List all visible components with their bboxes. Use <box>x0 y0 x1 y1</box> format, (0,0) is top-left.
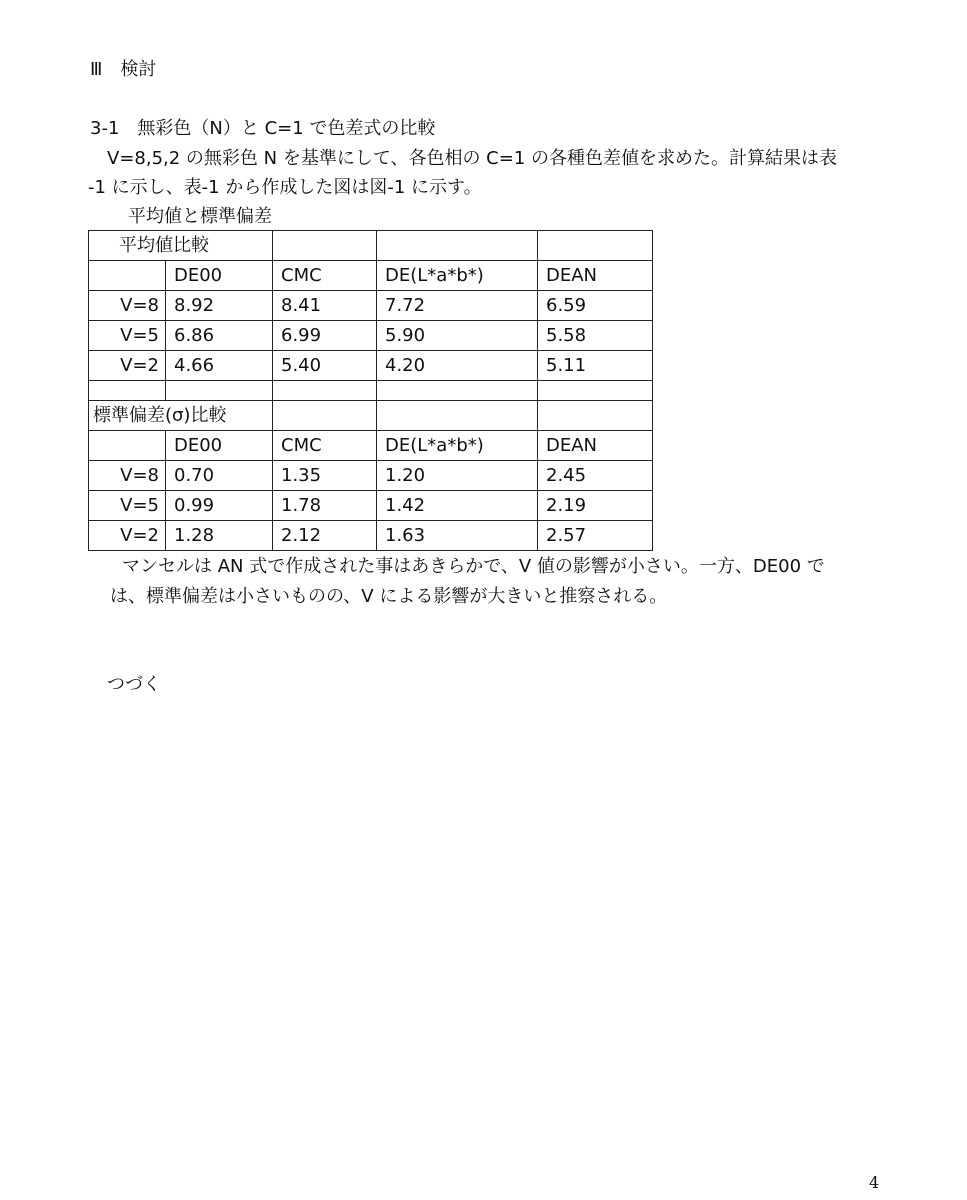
empty-cell <box>377 381 538 401</box>
spacer-row <box>89 381 653 401</box>
table-row <box>89 321 653 351</box>
closing-text: つづく <box>107 674 161 695</box>
mean-section-title: 平均値比較 <box>89 231 273 261</box>
table-cell: 6.59 <box>538 291 653 321</box>
paragraph-1-line-2: -1 に示し、表-1 から作成した図は図-1 に示す。 <box>88 177 482 198</box>
table-cell: 6.99 <box>273 321 377 351</box>
column-header: CMC <box>273 261 377 291</box>
paragraph-1-line-1: V=8,5,2 の無彩色 N を基準にして、各色相の C=1 の各種色差値を求めた。計算結果は表 <box>107 148 838 169</box>
table-caption: 平均値と標準偏差 <box>128 206 272 227</box>
table-cell: 0.99 <box>166 491 273 521</box>
empty-cell <box>89 431 166 461</box>
table-cell: 5.90 <box>377 321 538 351</box>
table-cell: 5.58 <box>538 321 653 351</box>
empty-cell <box>273 231 377 261</box>
table-row <box>89 351 653 381</box>
table-cell: 4.66 <box>166 351 273 381</box>
mean-section-title-row <box>89 231 653 261</box>
column-header: CMC <box>273 431 377 461</box>
table-cell: 2.19 <box>538 491 653 521</box>
table-cell: 6.86 <box>166 321 273 351</box>
empty-cell <box>538 381 653 401</box>
table-cell: 8.92 <box>166 291 273 321</box>
table-cell: 1.35 <box>273 461 377 491</box>
section-heading: Ⅲ 検討 <box>90 59 157 80</box>
row-label: V=5 <box>89 491 166 521</box>
table-row <box>89 491 653 521</box>
empty-cell <box>166 381 273 401</box>
table-cell: 5.40 <box>273 351 377 381</box>
column-header: DE00 <box>166 261 273 291</box>
empty-cell <box>89 261 166 291</box>
column-header-row <box>89 261 653 291</box>
column-header: DE00 <box>166 431 273 461</box>
row-label: V=5 <box>89 321 166 351</box>
empty-cell <box>273 381 377 401</box>
table-row <box>89 291 653 321</box>
column-header: DEAN <box>538 261 653 291</box>
empty-cell <box>538 231 653 261</box>
table-row <box>89 521 653 551</box>
row-label: V=8 <box>89 291 166 321</box>
table-cell: 2.45 <box>538 461 653 491</box>
column-header: DE(L*a*b*) <box>377 431 538 461</box>
table-cell: 2.12 <box>273 521 377 551</box>
empty-cell <box>377 231 538 261</box>
comparison-table <box>88 230 653 551</box>
table-row <box>89 461 653 491</box>
table-cell: 1.28 <box>166 521 273 551</box>
table-cell: 2.57 <box>538 521 653 551</box>
table-cell: 5.11 <box>538 351 653 381</box>
column-header-row <box>89 431 653 461</box>
table-cell: 1.63 <box>377 521 538 551</box>
table-cell: 8.41 <box>273 291 377 321</box>
table-cell: 1.78 <box>273 491 377 521</box>
table-cell: 4.20 <box>377 351 538 381</box>
empty-cell <box>377 401 538 431</box>
empty-cell <box>273 401 377 431</box>
std-section-title-row <box>89 401 653 431</box>
row-label: V=2 <box>89 521 166 551</box>
table-cell: 0.70 <box>166 461 273 491</box>
std-section-title: 標準偏差(σ)比較 <box>89 401 273 431</box>
column-header: DEAN <box>538 431 653 461</box>
table-cell: 7.72 <box>377 291 538 321</box>
empty-cell <box>538 401 653 431</box>
table-cell: 1.42 <box>377 491 538 521</box>
paragraph-2-line-2: は、標準偏差は小さいものの、V による影響が大きいと推察される。 <box>110 586 668 607</box>
row-label: V=2 <box>89 351 166 381</box>
subsection-heading: 3-1 無彩色（N）と C=1 で色差式の比較 <box>90 118 436 139</box>
table-cell: 1.20 <box>377 461 538 491</box>
column-header: DE(L*a*b*) <box>377 261 538 291</box>
empty-cell <box>89 381 166 401</box>
page-number: 4 <box>869 1173 880 1192</box>
paragraph-2-line-1: マンセルは AN 式で作成された事はあきらかで、V 値の影響が小さい。一方、DE00 で <box>122 556 825 577</box>
row-label: V=8 <box>89 461 166 491</box>
